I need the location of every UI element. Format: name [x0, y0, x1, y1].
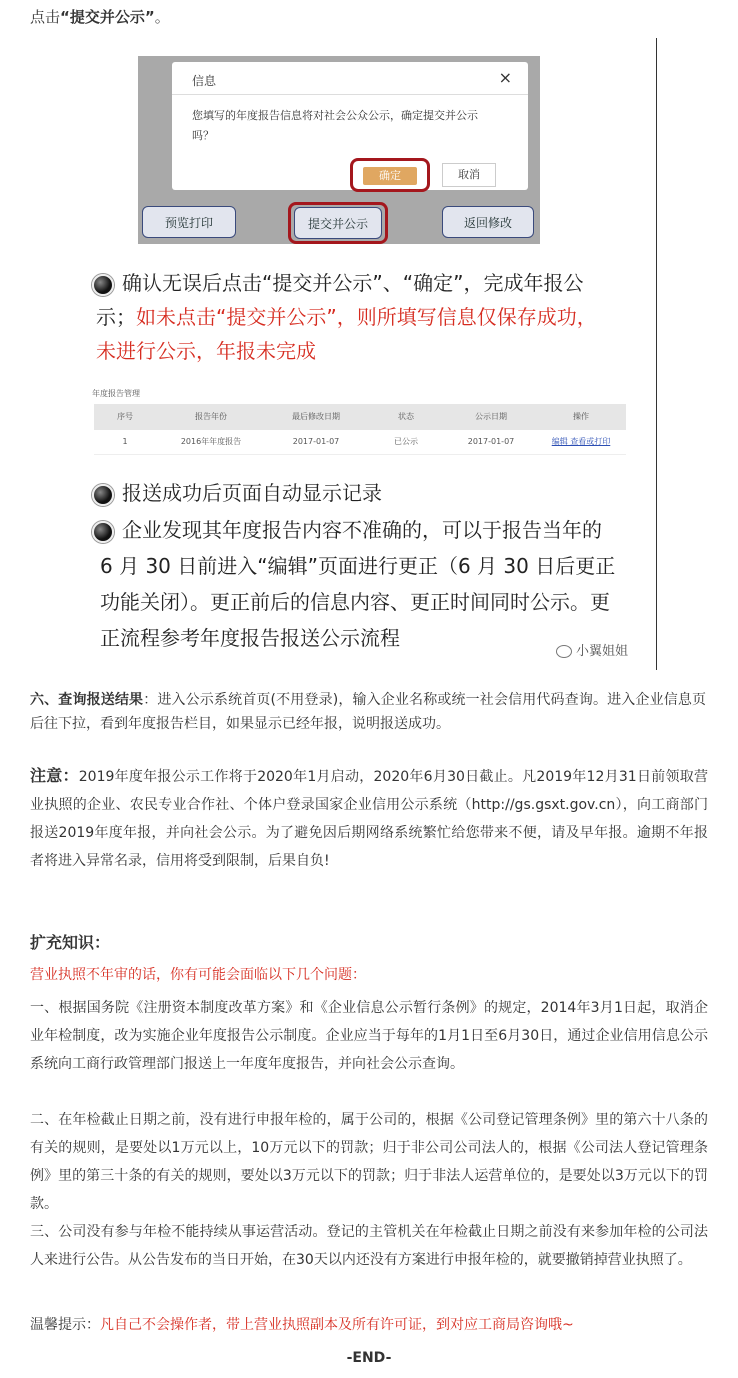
bullet-record: 报送成功后页面自动显示记录	[92, 476, 632, 510]
intro-quote: “提交并公示”	[60, 8, 155, 26]
dialog-screenshot	[138, 56, 540, 244]
confirm-dialog	[172, 62, 528, 190]
intro-line: 点击“提交并公示”。	[30, 8, 170, 26]
extra-subtitle: 营业执照不年审的话，你有可能会面临以下几个问题：	[30, 967, 366, 983]
extra-heading: 扩充知识：	[30, 933, 111, 952]
section-query-result: 六、查询报送结果：进入公示系统首页(不用登录)，输入企业名称或统一社会信用代码查询。进入企业信息页后往下拉，看到年度报告栏目，如果显示已经年报，说明报送成功。	[30, 692, 707, 732]
dialog-divider	[172, 94, 528, 95]
extra-paragraph-1: 一、根据国务院《注册资本制度改革方案》和《企业信息公示暂行条例》的规定，2014年3月1日起，取消企业年检制度，改为实施企业年度报告公示制度。企业应当于每年的1月1日至6月30日，通过企业信用信息公示系统向工商行政管理部门报送上一年度年度报告，并向社会公示查询。	[30, 1000, 708, 1072]
wechat-icon	[556, 645, 572, 658]
extra-paragraph-2: 二、在年检截止日期之前，没有进行申报年检的，属于公司的，根据《公司登记管理条例》里的第六十八条的有关的规则，是要处以1万元以上，10万元以下的罚款；归于非公司公司法人的，根据《公司法人登记管理条例》里的第三十条的有关的规则，要处以3万元以下的罚款；归于非法人运营单位的，是要处以3万元以下的罚款。	[30, 1112, 708, 1212]
ok-button-highlight[interactable]	[350, 158, 430, 192]
edit-view-link[interactable]: 编辑 查看或打印	[551, 437, 611, 446]
bullet-icon	[92, 484, 114, 506]
end-marker: -END-	[346, 1350, 392, 1366]
table-header: 序号 报告年份 最后修改日期 状态 公示日期 操作	[94, 404, 626, 430]
bullet-correction: 企业发现其年度报告内容不准确的，可以于报告当年的 6 月 30 日前进入“编辑”页面进行更正（6 月 30 日后更正 功能关闭）。更正前后的信息内容、更正时间同时公示。更 正流程参考年度报告报送公示流程	[92, 512, 632, 656]
report-table	[94, 404, 626, 455]
table-title: 年度报告管理	[92, 389, 140, 398]
extra-paragraph-3: 三、公司没有参与年检不能持续从事运营活动。登记的主管机关在年检截止日期之前没有来参加年检的公司法人来进行公告。从公告发布的当日开始，在30天以内还没有方案进行申报年检的，就要撤销掉营业执照了。	[30, 1224, 708, 1268]
watermark: 小翼姐姐	[556, 640, 628, 659]
dialog-title: 信息	[192, 74, 217, 88]
notice-paragraph: 注意：2019年度年报公示工作将于2020年1月启动，2020年6月30日截止。凡2019年12月31日前领取营业执照的企业、农民专业合作社、个体户登录国家企业信用公示系统（http://gs.gsxt.gov.cn），向工商部门报送2019年度年报，并向社会公示。为了避免因后期网络系统繁忙给您带来不便，请及早年报。逾期不年报者将进入异常名录，信用将受到限制，后果自负!	[30, 766, 708, 869]
back-edit-button[interactable]: 返回修改	[442, 206, 534, 238]
dialog-message: 您填写的年度报告信息将对社会公众公示，确定提交并公示吗？	[192, 109, 478, 142]
bullet-icon	[92, 521, 114, 543]
bullet-confirm: 确认无误后点击“提交并公示”、“确定”，完成年报公 示；如未点击“提交并公示”，则所填写信息仅保存成功， 未进行公示，年报未完成	[92, 266, 632, 368]
ok-button[interactable]: 确定	[363, 167, 417, 185]
cancel-button[interactable]: 取消	[442, 163, 496, 187]
divider-line	[656, 38, 657, 670]
submit-publish-button[interactable]: 提交并公示	[294, 207, 382, 239]
warm-tip: 温馨提示：凡自己不会操作者，带上营业执照副本及所有许可证，到对应工商局咨询哦~	[30, 1317, 574, 1333]
table-row: 1 2016年年度报告 2017-01-07 已公示 2017-01-07 编辑 查看或打印	[94, 430, 626, 455]
bullet-icon	[92, 274, 114, 296]
preview-print-button[interactable]: 预览打印	[142, 206, 236, 238]
close-icon[interactable]: ×	[498, 68, 512, 87]
